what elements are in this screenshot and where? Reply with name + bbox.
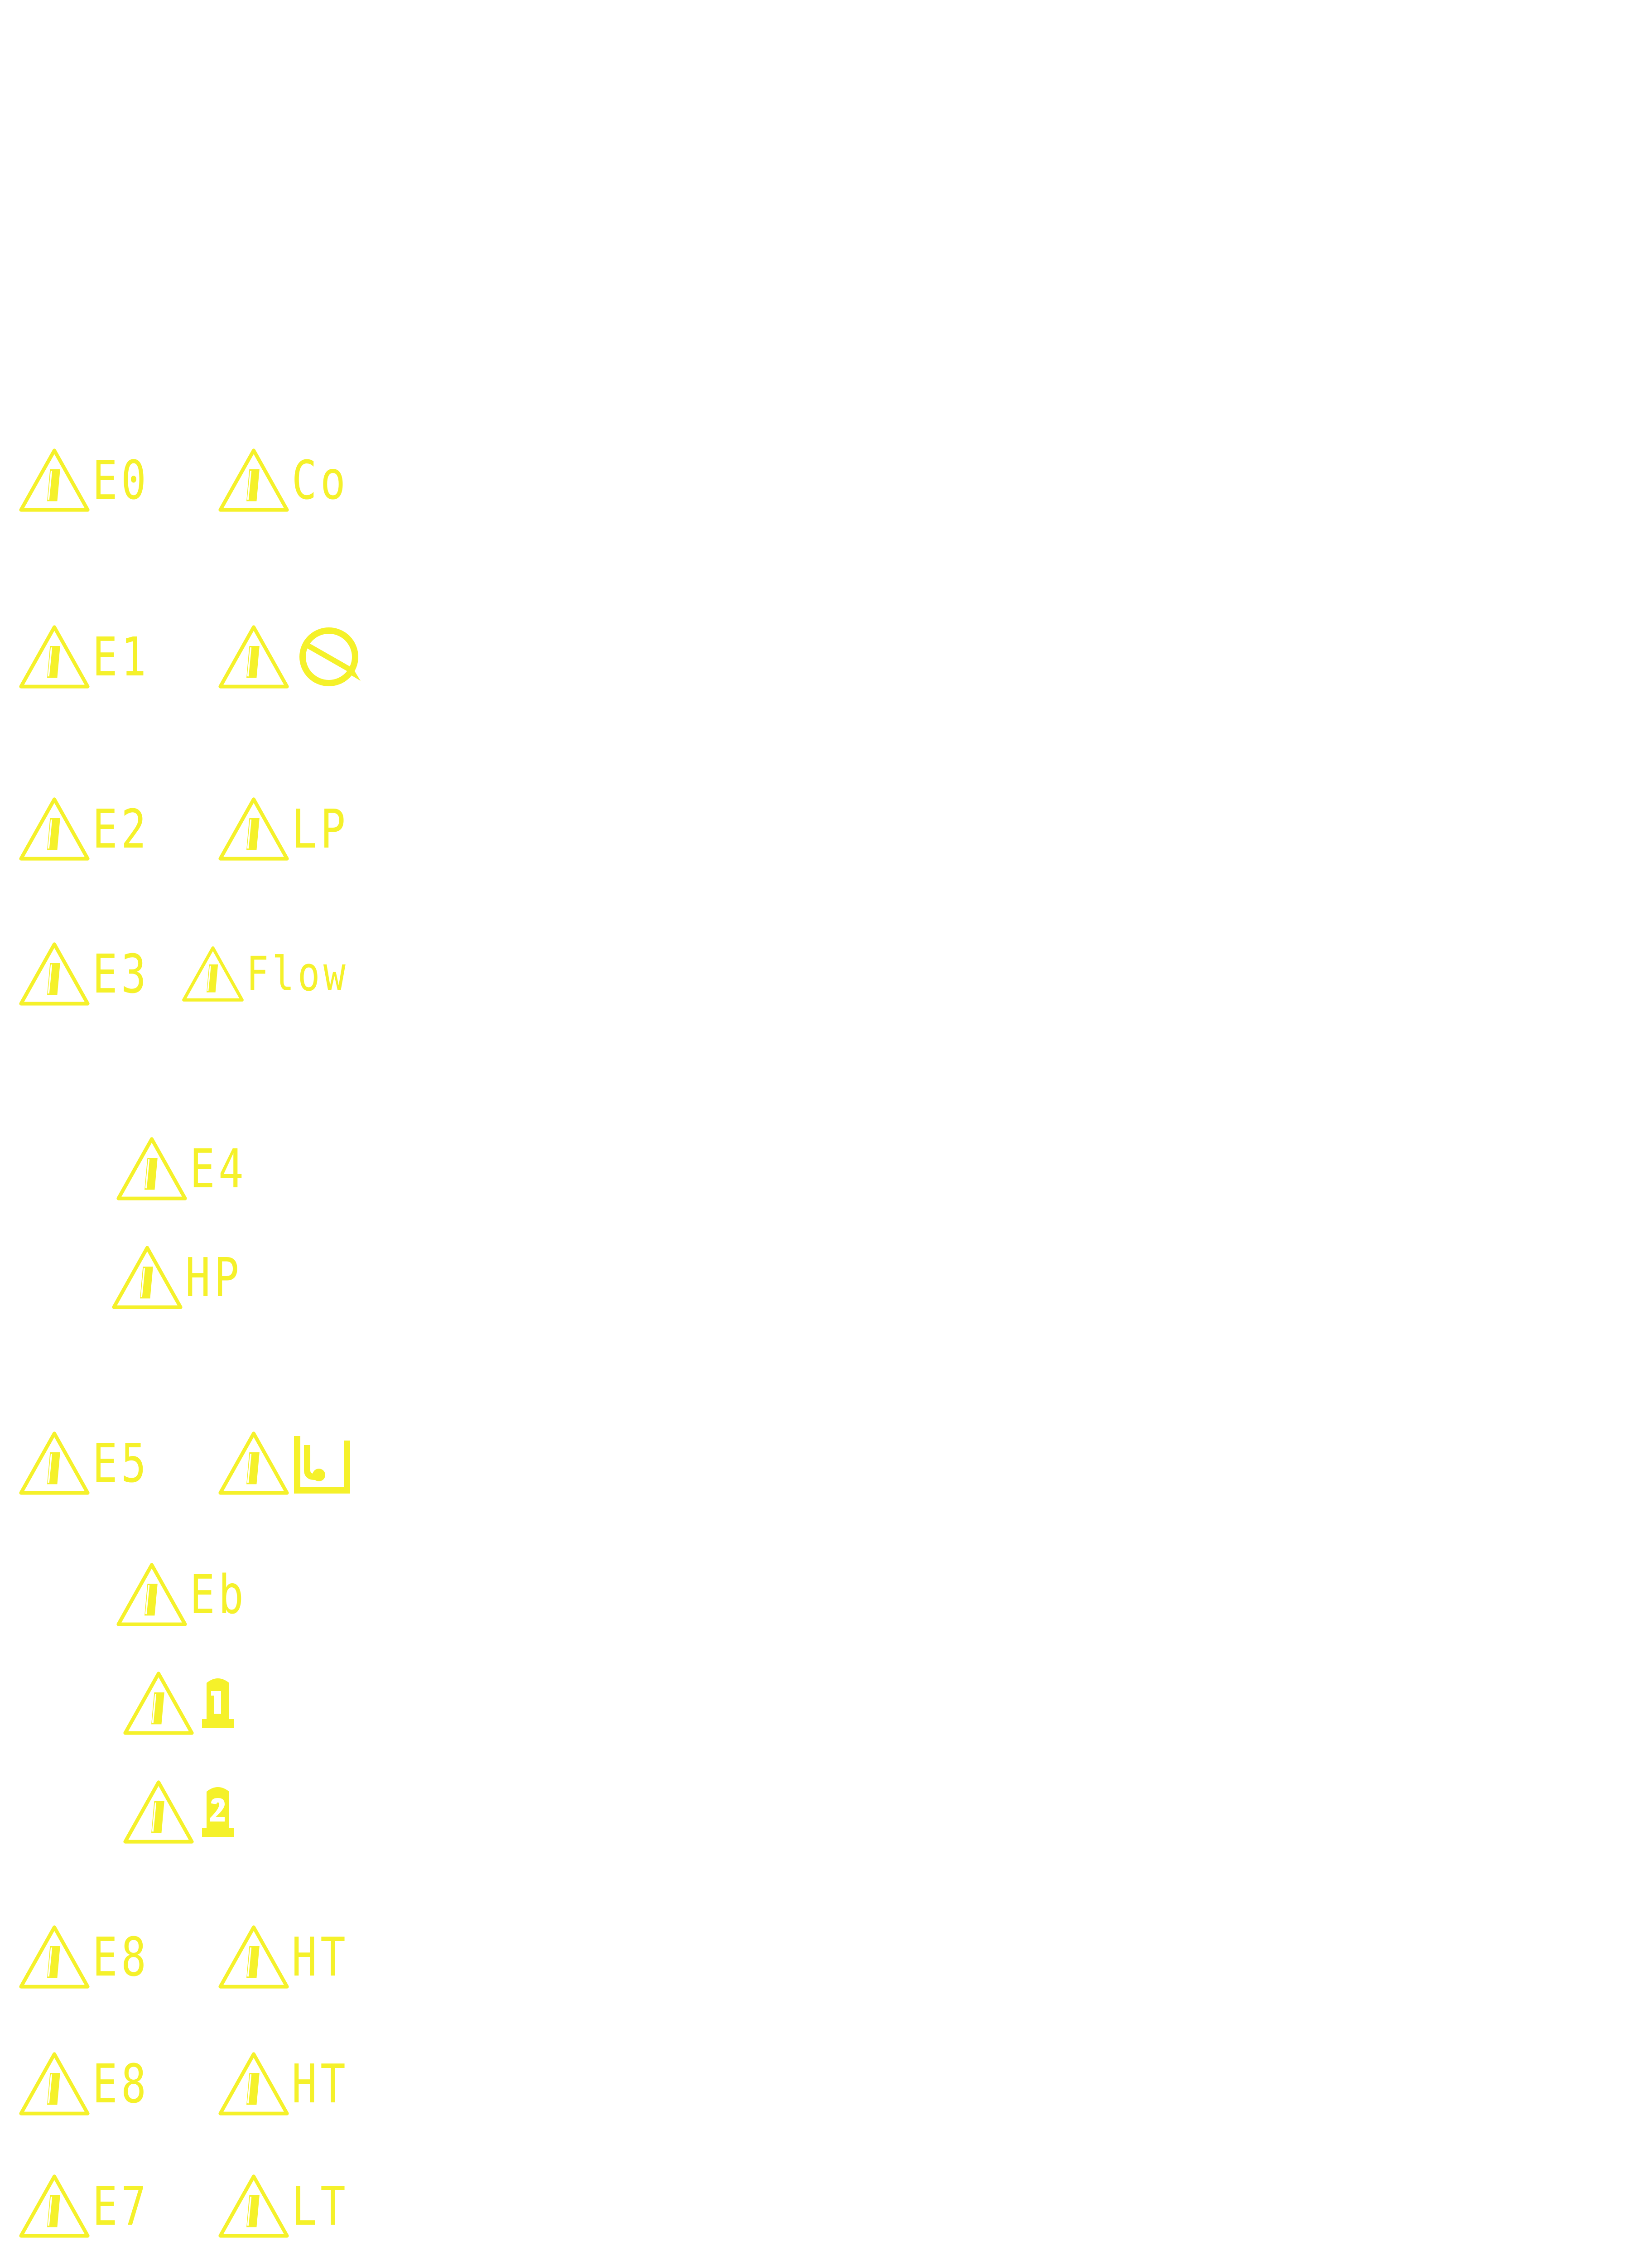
warning-icon (18, 2172, 91, 2240)
warning-icon (217, 2172, 290, 2240)
error-code: E2 (92, 798, 150, 860)
warning-icon (217, 623, 290, 691)
error-code: E3 (92, 943, 150, 1005)
water-tank-icon (293, 1431, 352, 1495)
error-hp (111, 1241, 259, 1314)
error-sensor-1 (122, 1667, 238, 1740)
error-eb (116, 1558, 263, 1631)
warning-icon (111, 1243, 183, 1311)
error-code: E1 (92, 626, 150, 688)
error-e7 (18, 2170, 166, 2242)
error-code: E5 (92, 1432, 150, 1494)
error-code: E4 (190, 1137, 247, 1200)
error-ht (217, 1921, 365, 1993)
warning-icon (18, 2050, 91, 2118)
error-e3 (18, 938, 166, 1010)
error-code: E8 (92, 1926, 150, 1988)
error-lp (217, 793, 365, 865)
error-code: E8 (92, 2053, 150, 2115)
warning-icon (18, 446, 91, 514)
warning-icon (18, 795, 91, 863)
warning-icon (217, 1923, 290, 1991)
warning-icon (217, 2050, 290, 2118)
error-flow (181, 938, 378, 1010)
error-e8 (18, 2048, 166, 2120)
error-e5 (18, 1427, 166, 1499)
warning-icon (116, 1561, 188, 1629)
warning-icon (217, 1429, 290, 1497)
error-ht (217, 2048, 365, 2120)
error-sensor-2 (122, 1776, 238, 1848)
error-label: LT (292, 2175, 349, 2237)
sensor-1-icon (197, 1674, 238, 1733)
warning-icon (116, 1135, 188, 1203)
warning-icon (122, 1778, 195, 1846)
error-code: E7 (92, 2175, 150, 2237)
warning-icon (181, 945, 245, 1003)
pressure-gauge-icon (293, 623, 365, 691)
error-e8 (18, 1921, 166, 1993)
error-label: HP (185, 1246, 243, 1309)
error-e2 (18, 793, 166, 865)
error-e0 (18, 444, 166, 516)
warning-icon (18, 1923, 91, 1991)
error-label: HT (292, 1926, 349, 1988)
warning-icon (217, 795, 290, 863)
error-pressure (217, 621, 365, 693)
error-label: HT (292, 2053, 349, 2115)
warning-icon (18, 940, 91, 1008)
warning-icon (122, 1669, 195, 1737)
warning-icon (217, 446, 290, 514)
error-label: Co (292, 449, 349, 511)
error-label: LP (292, 798, 349, 860)
warning-icon (18, 623, 91, 691)
warning-icon (18, 1429, 91, 1497)
sensor-2-icon (197, 1783, 238, 1841)
error-co (217, 444, 365, 516)
error-e1 (18, 621, 166, 693)
error-water-tank (217, 1427, 352, 1499)
error-label: Flow (246, 946, 349, 1002)
error-code: Eb (190, 1563, 247, 1626)
error-e4 (116, 1132, 263, 1205)
error-code: E0 (92, 449, 150, 511)
error-lt (217, 2170, 365, 2242)
